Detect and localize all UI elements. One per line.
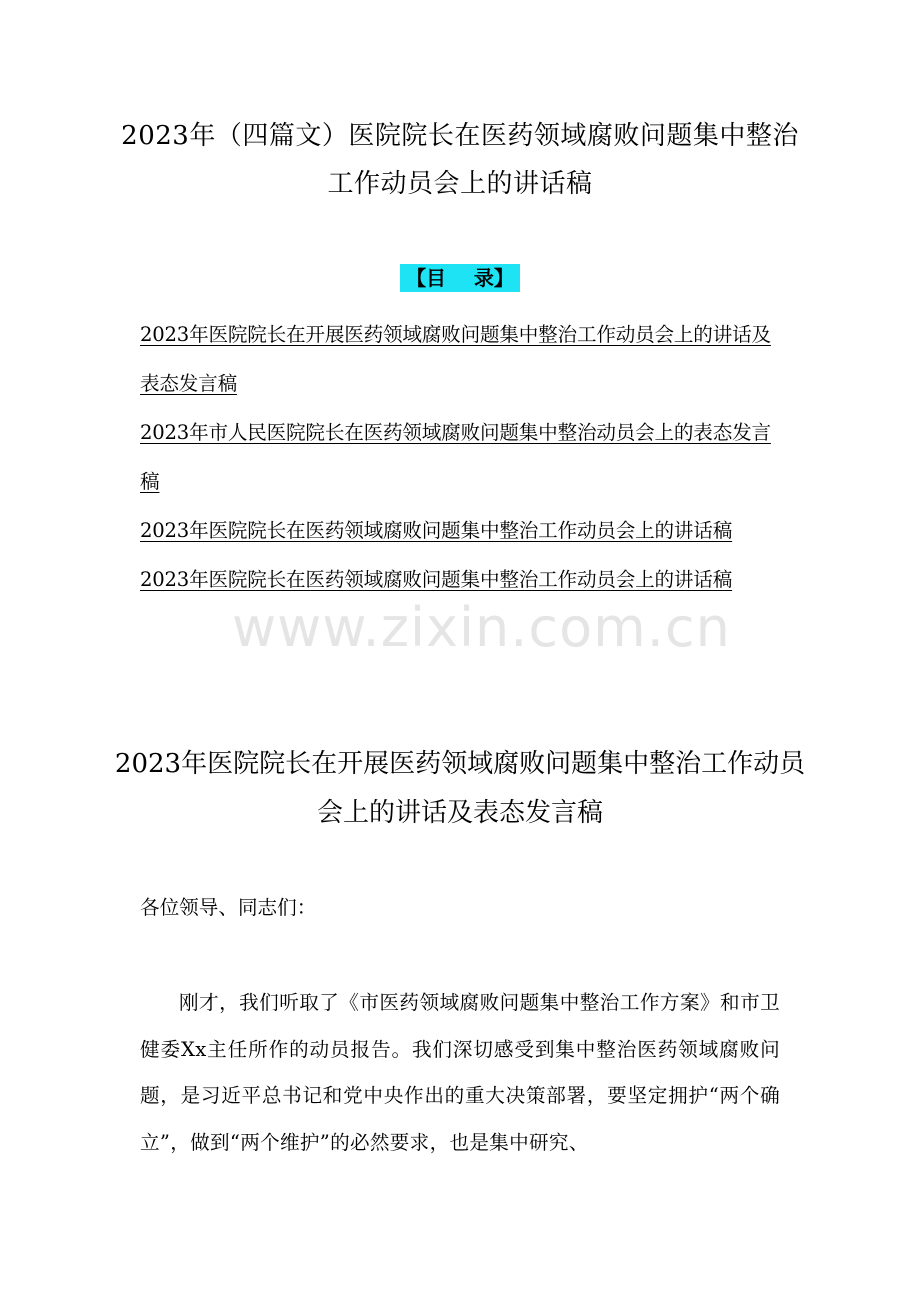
table-of-contents xyxy=(140,310,780,604)
toc-link-4[interactable]: 2023年医院院长在医药领域腐败问题集中整治工作动员会上的讲话稿 xyxy=(140,568,733,591)
toc-heading-container xyxy=(0,264,920,292)
toc-link-1[interactable]: 2023年医院院长在开展医药领域腐败问题集中整治工作动员会上的讲话及表态发言稿 xyxy=(140,323,771,395)
toc-link-2[interactable]: 2023年市人民医院院长在医药领域腐败问题集中整治动员会上的表态发言稿 xyxy=(140,421,771,493)
toc-heading: 【目 录】 xyxy=(400,264,520,292)
salutation: 各位领导、同志们： xyxy=(140,896,317,919)
document-title: 2023年（四篇文）医院院长在医药领域腐败问题集中整治工作动员会上的讲话稿 xyxy=(121,121,799,199)
section-title: 2023年医院院长在开展医药领域腐败问题集中整治工作动员会上的讲话及表态发言稿 xyxy=(114,749,806,828)
body-paragraph: 刚才，我们听取了《市医药领域腐败问题集中整治工作方案》和市卫健委Xx主任所作的动员报告。我们深切感受到集中整治医药领域腐败问题，是习近平总书记和党中央作出的重大决策部署，要坚定拥护“两个确立”，做到“两个维护”的必然要求，也是集中研究、 xyxy=(140,991,780,1154)
watermark: www.zixin.com.cn xyxy=(232,596,731,659)
toc-link-3[interactable]: 2023年医院院长在医药领域腐败问题集中整治工作动员会上的讲话稿 xyxy=(140,519,733,542)
